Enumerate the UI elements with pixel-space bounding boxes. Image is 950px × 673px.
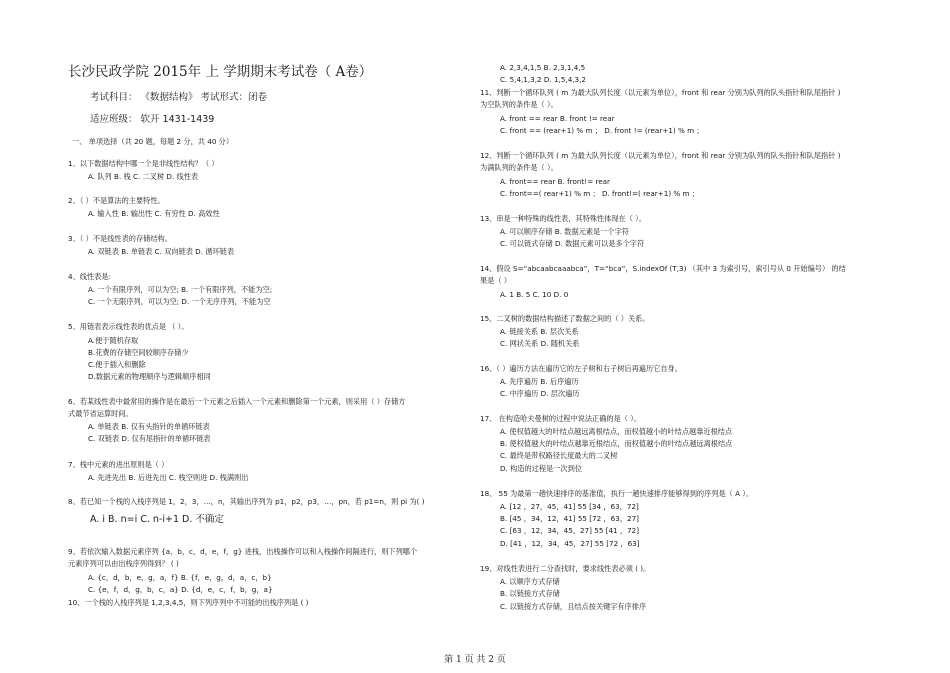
question-9-cont: 元素序列可以由出栈序列得到？ ( )	[68, 559, 179, 568]
question-5-option-d: D.数据元素的物理顺序与逻辑顺序相同	[88, 372, 211, 381]
question-14-cont: 果是（ ）	[480, 276, 512, 285]
question-15-options-ab: A. 链接关系 B. 层次关系	[500, 327, 579, 336]
question-7: 7、栈中元素的进出原则是（ ）	[68, 460, 169, 469]
question-11-options-ab: A. front == rear B. front != rear	[500, 114, 615, 123]
question-6-options-ab: A. 单链表 B. 仅有头指针的单循环链表	[88, 422, 210, 431]
question-17-option-c: C. 最终是带权路径长度最大的二叉树	[500, 451, 618, 460]
question-11: 11、判断一个循环队列 ( m 为最大队列长度（以元素为单位），front 和 rear 分别为队列的队头指针和队尾指针 )	[480, 88, 841, 97]
question-10: 10、一个栈的入栈序列是 1,2,3,4,5，则下列序列中不可能的出栈序列是 ( )	[68, 598, 309, 607]
question-18-option-d: D. [41 ，12，34，45，27] 55 [72 ，63]	[500, 539, 640, 548]
question-8: 8、若已知一个栈的入栈序列是 1，2，3，…，n，其输出序列为 p1，p2，p3，…，pn，若 p1=n，则 pi 为( )	[68, 497, 425, 506]
question-14-options: A. 1 B. 5 C. 10 D. 0	[500, 290, 569, 299]
question-13: 13、串是一种特殊的线性表，其特殊性体现在（ ）。	[480, 214, 646, 223]
exam-subject: 考试科目： 《数据结构》 考试形式：闭卷	[90, 92, 268, 103]
page-footer: 第 1 页 共 2 页	[444, 655, 506, 665]
question-2: 2、（ ）不是算法的主要特性。	[68, 196, 165, 205]
question-17-option-b: B. 使权值越大的叶结点越靠近根结点，而权值越小的叶结点越远离根结点	[500, 439, 733, 448]
exam-title: 长沙民政学院 2015年 上 学期期末考试卷（ A卷）	[68, 64, 373, 80]
question-16: 16、（ ）遍历方法在遍历它的左子树和右子树后再遍历它自身。	[480, 364, 682, 373]
question-15-options-cd: C. 网状关系 D. 随机关系	[500, 339, 580, 348]
question-18-option-a: A. [12 ，27，45，41] 55 [34 ，63，72]	[500, 502, 639, 511]
question-6-options-cd: C. 双链表 D. 仅有尾指针的单循环链表	[88, 434, 211, 443]
question-7-options: A. 先进先出 B. 后进先出 C. 栈空则进 D. 栈满则出	[88, 473, 249, 482]
question-13-options-cd: C. 可以链式存储 D. 数据元素可以是多个字符	[500, 239, 645, 248]
question-9: 9、若依次输入数据元素序列 {a，b，c，d，e，f，g} 进栈，出栈操作可以和入栈操作间隔进行，则下列哪个	[68, 547, 418, 556]
exam-class: 适应班级： 软开 1431-1439	[90, 114, 215, 125]
question-12-cont: 为满队列的条件是（ ）。	[480, 163, 558, 172]
question-11-options-cd: C. front == (rear+1) % m ； D. front != (rear+1) % m ；	[500, 126, 704, 135]
question-18-option-b: B. [45 ，34，12，41] 55 [72 ，63，27]	[500, 514, 639, 523]
question-8-options: A. i B. n=i C. n-i+1 D. 不确定	[90, 514, 224, 525]
question-10-options-cd: C. 5,4,1,3,2 D. 1,5,4,3,2	[500, 75, 586, 84]
question-9-options-cd: C. {e，f，d，g，b，c，a} D. {d，e，c，f，b，g，a}	[88, 585, 273, 594]
question-19: 19、对线性表进行二分查找时，要求线性表必须 ( )。	[480, 564, 651, 573]
question-6: 6、若某线性表中最常用的操作是在最后一个元素之后插入一个元素和删除第一个元素，则采用（ ）存储方	[68, 397, 406, 406]
question-18-option-c: C. [63 ，12，34，45，27] 55 [41 ，72]	[500, 526, 640, 535]
question-17-option-d: D. 构造的过程是一次到位	[500, 464, 582, 473]
question-19-option-a: A. 以顺序方式存储	[500, 577, 560, 586]
question-12-options-ab: A. front== rear B. front!= rear	[500, 177, 611, 186]
question-5: 5、用链表表示线性表的优点是 （ ）。	[68, 322, 189, 331]
question-16-options-ab: A. 先序遍历 B. 后序遍历	[500, 377, 579, 386]
question-12-options-cd: C. front==( rear+1) % m ； D. front!=( rear+1) % m ；	[500, 189, 699, 198]
question-5-option-c: C.便于插入和删除	[88, 360, 146, 369]
question-4-options-ab: A. 一个有限序列，可以为空; B. 一个有限序列，不能为空;	[88, 285, 273, 294]
question-17-option-a: A. 使权值越大的叶结点越远离根结点，而权值越小的叶结点越靠近根结点	[500, 427, 733, 436]
question-2-options: A. 输入性 B. 输出性 C. 有穷性 D. 高效性	[88, 209, 220, 218]
question-6-cont: 式最节省运算时间。	[68, 409, 133, 418]
question-1: 1、以下数据结构中哪一个是非线性结构？（ ）	[68, 159, 219, 168]
question-5-option-a: A.便于随机存取	[88, 336, 139, 345]
question-12: 12、判断一个循环队列 ( m 为最大队列长度（以元素为单位），front 和 rear 分别为队列的队头指针和队尾指针 )	[480, 151, 841, 160]
question-19-option-b: B. 以链接方式存储	[500, 589, 560, 598]
question-14: 14、假设 S=“abcaabcaaabca”，T=“bca”，S.indexOf (T,3) （其中 3 为索引号，索引号从 0 开始编号） 的结	[480, 264, 846, 273]
question-10-options-ab: A. 2,3,4,1,5 B. 2,3,1,4,5	[500, 63, 586, 72]
question-4-options-cd: C. 一个无限序列，可以为空; D. 一个无序序列，不能为空	[88, 297, 271, 306]
question-19-option-c: C. 以链接方式存储，且结点按关键字有序排序	[500, 602, 647, 611]
question-3-options: A. 双链表 B. 单链表 C. 双向链表 D. 循环链表	[88, 247, 235, 256]
question-17: 17、 在构造哈夫曼树的过程中说法正确的是（ ）。	[480, 414, 642, 423]
question-15: 15、二叉树的数据结构描述了数据之间的（ ）关系。	[480, 314, 650, 323]
question-1-options: A. 队列 B. 栈 C. 二叉树 D. 线性表	[88, 172, 199, 181]
question-11-cont: 为空队列的条件是（ ）。	[480, 100, 558, 109]
section-heading: 一、 单项选择（共 20 题，每题 2 分，共 40 分）	[72, 137, 234, 146]
question-9-options-ab: A. {c，d，b，e，g，a，f} B. {f，e，g，d，a，c，b}	[88, 573, 272, 582]
question-16-options-cd: C. 中序遍历 D. 层次遍历	[500, 389, 580, 398]
question-4: 4、线性表是:	[68, 272, 111, 281]
question-18: 18、 55 为最第一趟快速排序的基准值，执行一趟快速排序能够得到的序列是（ A ）。	[480, 489, 754, 498]
question-3: 3、（ ）不是线性表的存储结构。	[68, 234, 172, 243]
question-13-options-ab: A. 可以顺序存储 B. 数据元素是一个字符	[500, 227, 629, 236]
question-5-option-b: B.花费的存储空间较顺序存储少	[88, 348, 189, 357]
